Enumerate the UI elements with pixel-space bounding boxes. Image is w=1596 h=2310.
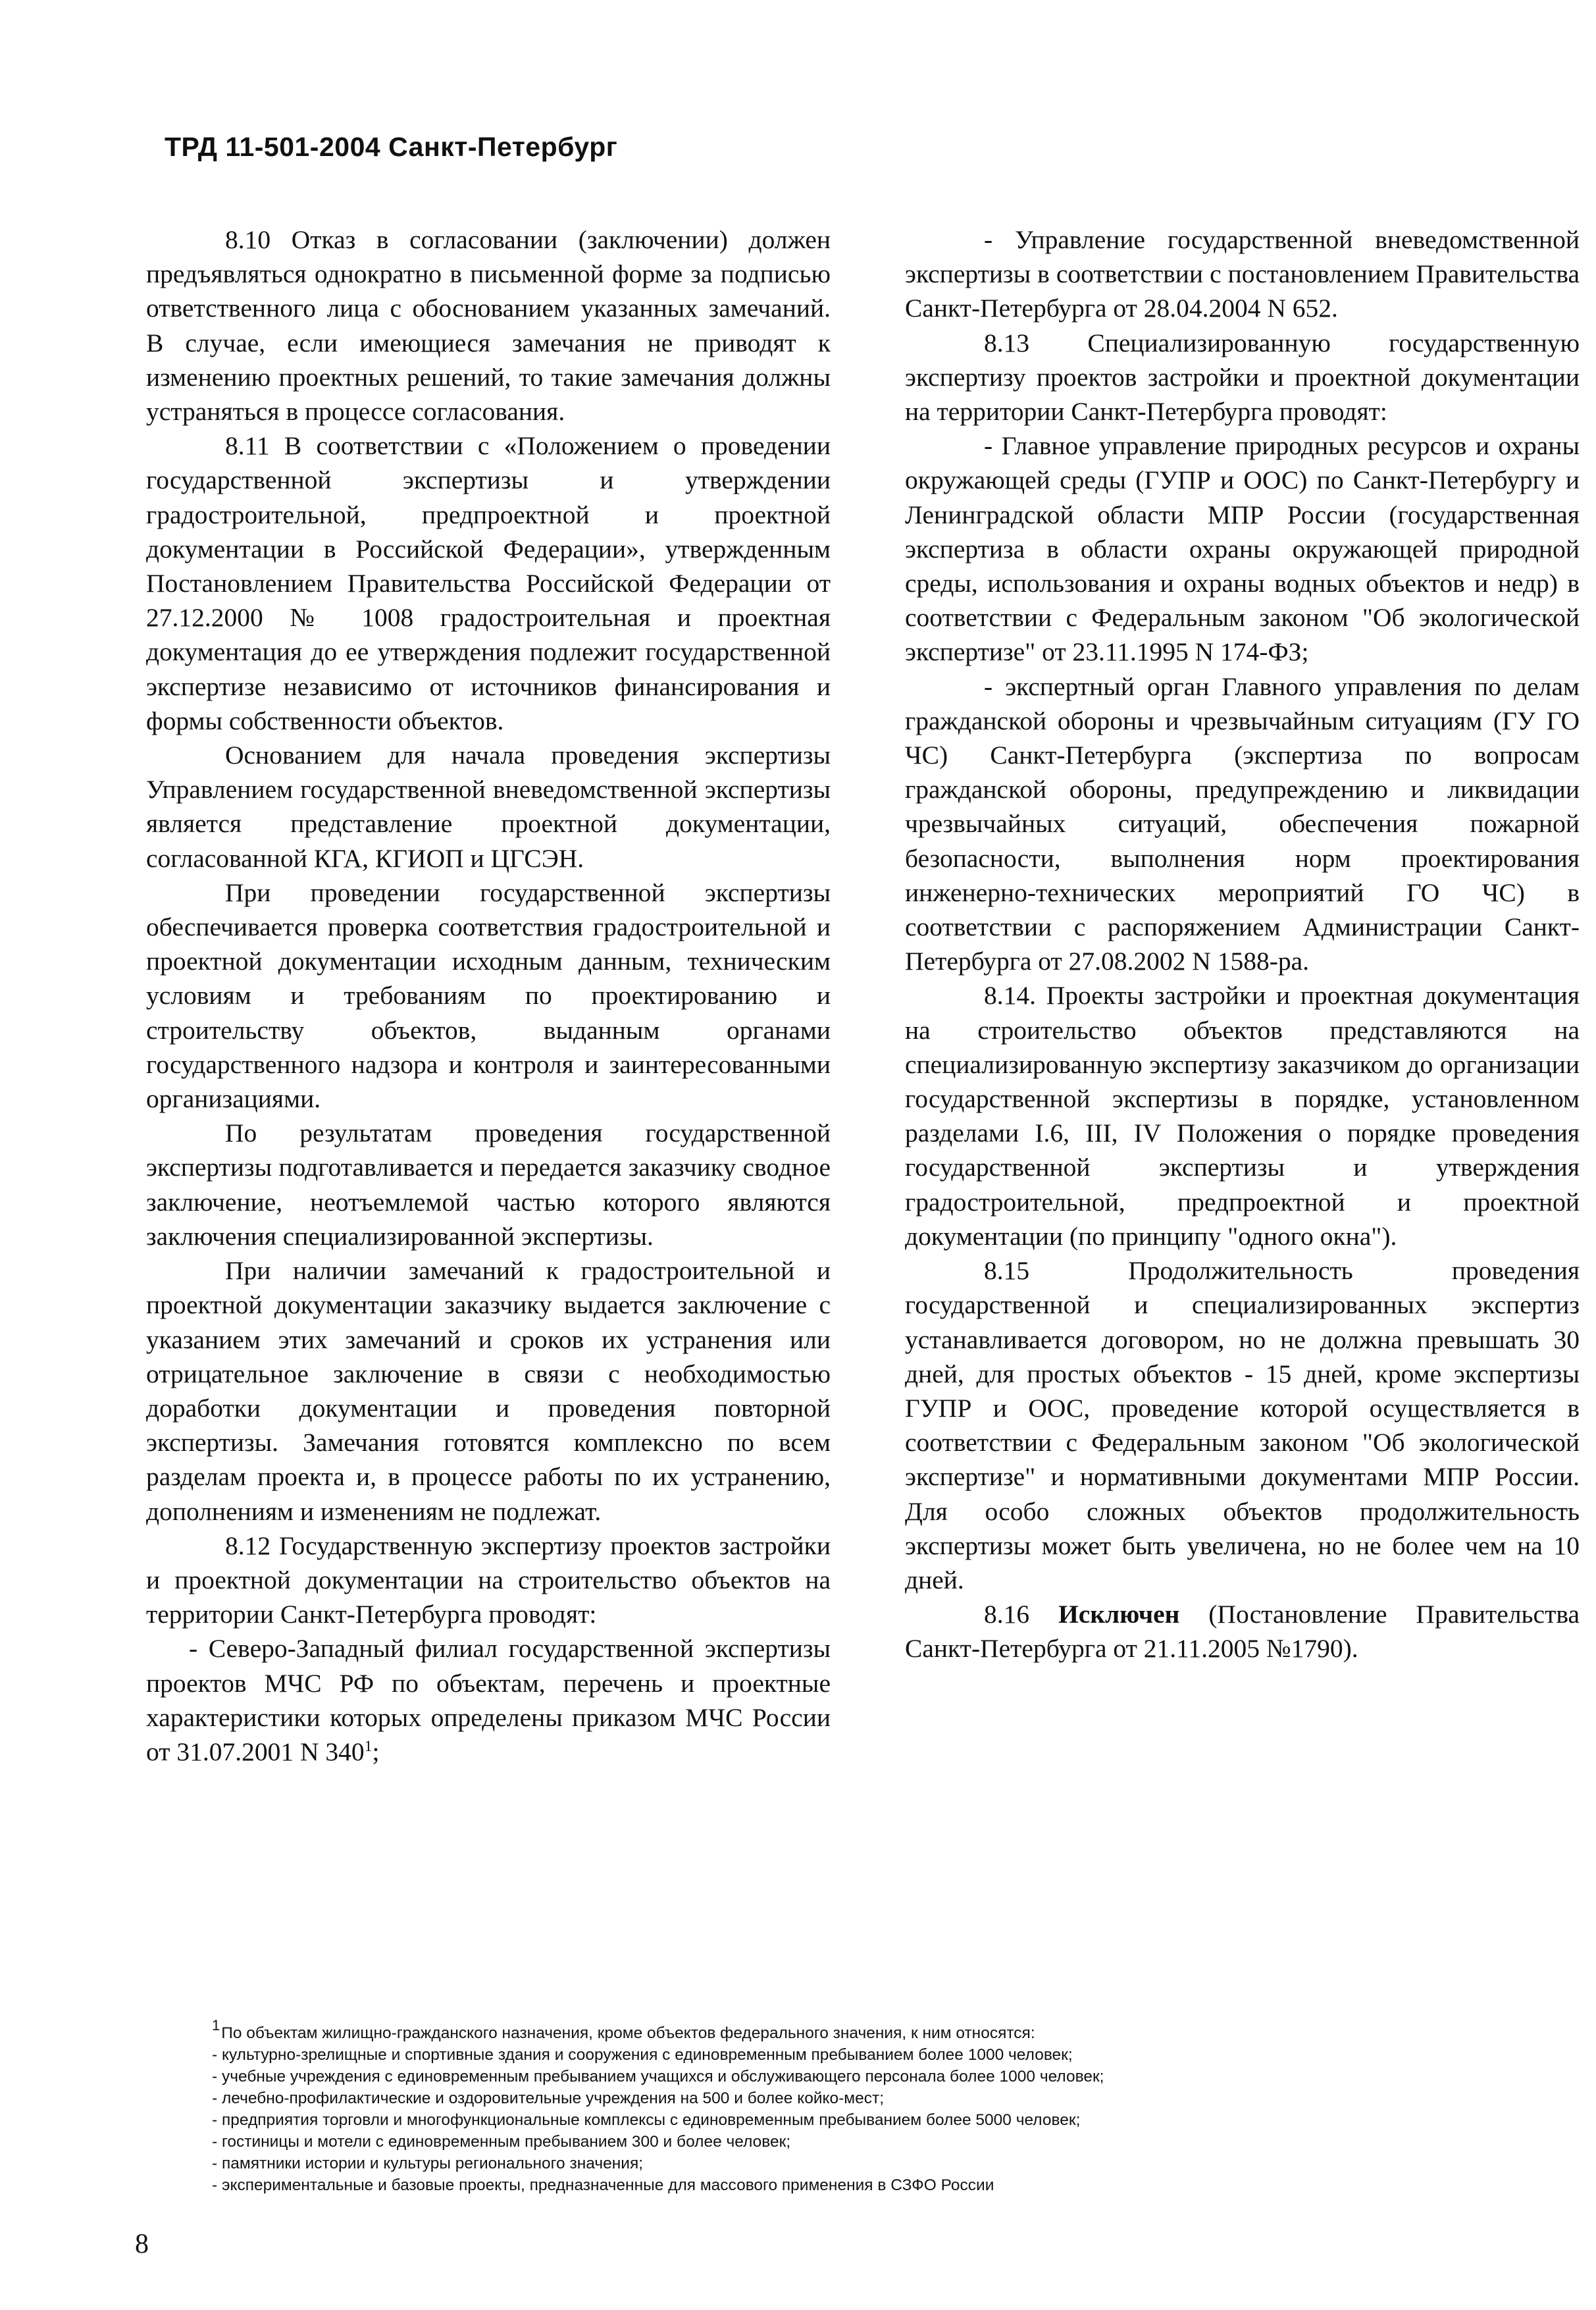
footnote-mark: 1 (212, 2017, 220, 2034)
footnote-intro (212, 2014, 1462, 2044)
excluded-label: Исключен (1058, 1600, 1180, 1629)
paragraph-gu-go-chs: - экспертный орган Главного управления по делам гражданской обороны и чрезвычайным ситуациям (ГУ ГО ЧС) Санкт-Петербурга (экспертиза по вопросам гражданской обороны, предупреждению и ликвидации чрезвычайных ситуаций, обеспечения пожарной безопасности, выполнения норм проектирования инженерно-технических мероприятий ГО ЧС) в соответствии с распоряжением Администрации Санкт-Петербурга от 27.08.2002 N 1588-ра. (905, 671, 1580, 976)
paragraph-8-14: 8.14. Проекты застройки и проектная документация на строительство объектов представляются на специализированную экспертизу заказчиком до организации государственной экспертизы в порядке, установленном разделами I.6, III, IV Положения о порядке проведения государственной экспертизы и утверждения градостроительной, предпроектной и проектной документации (по принципу "одного окна"). (905, 981, 1580, 1251)
paragraph-8-12: 8.12 Государственную экспертизу проектов застройки и проектной документации на строительство объектов на территории Санкт-Петербурга проводят: (146, 1531, 831, 1629)
footnote-item: - памятники истории и культуры регионального значения; (212, 2155, 644, 2172)
paragraph-results: По результатам проведения государственной экспертизы подготавливается и передается заказчику сводное заключение, неотъемлемой частью которого являются заключения специализированной экспертизы. (146, 1118, 831, 1251)
clause-number: 8.16 (984, 1600, 1058, 1629)
paragraph-basis: Основанием для начала проведения экспертизы Управлением государственной вневедомственной экспертизы является представление проектной документации, согласованной КГА, КГИОП и ЦГСЭН. (146, 741, 831, 873)
paragraph-8-11: 8.11 В соответствии с «Положением о проведении государственной экспертизы и утверждении градостроительной, предпроектной и проектной документации в Российской Федерации», утвержденным Постановлением Правительства Российской Федерации от 27.12.2000 № 1008 градостроительная и проектная документация до ее утверждения подлежит государственной экспертизе независимо от источников финансирования и формы собственности объектов. (146, 431, 831, 735)
mchs-text: - Северо-Западный филиал государственной экспертизы проектов МЧС РФ по объектам, перечень и проектные характеристики которых определены приказом МЧС России от 31.07.2001 N 340 (146, 1634, 831, 1766)
footnote-item: - гостиницы и мотели с единовременным пребыванием 300 и более человек; (212, 2133, 791, 2151)
footnote-item: - культурно-зрелищные и спортивные здания и сооружения с единовременным пребыванием более 1000 человек; (212, 2046, 1073, 2064)
footnote-item: - учебные учреждения с единовременным пребыванием учащихся и обслуживающего персонала более 1000 человек; (212, 2068, 1104, 2086)
mchs-tail: ; (372, 1737, 380, 1766)
footnote-item: - экспериментальные и базовые проекты, предназначенные для массового применения в СЗФО России (212, 2176, 994, 2194)
paragraph-8-13: 8.13 Специализированную государственную экспертизу проектов застройки и проектной документации на территории Санкт-Петербурга проводят: (905, 328, 1580, 427)
paragraph-8-15: 8.15 Продолжительность проведения государственной и специализированных экспертиз устанавливается договором, но не должна превышать 30 дней, для простых объектов - 15 дней, кроме экспертизы ГУПР и ООС, проведение которой осуществляется в соответствии с Федеральным законом "Об экологической экспертизе" и нормативными документами МПР России. Для особо сложных объектов продолжительность экспертизы может быть увеличена, но не более чем на 10 дней. (905, 1256, 1580, 1594)
footnote-item: - предприятия торговли и многофункциональные комплексы с единовременным пребыванием более 5000 человек; (212, 2111, 1081, 2129)
paragraph-mchs-branch (146, 1631, 831, 1769)
paragraph-8-16 (905, 1597, 1580, 1666)
paragraph-verification: При проведении государственной экспертизы обеспечивается проверка соответствия градостроительной и проектной документации исходным данным, техническим условиям и требованиям по проектированию и строительству объектов, выданным органами государственного надзора и контроля и заинтересованными организациями. (146, 878, 831, 1114)
left-column (146, 223, 831, 1769)
page-number: 8 (135, 2229, 149, 2259)
paragraph-8-10: 8.10 Отказ в согласовании (заключении) должен предъявляться однократно в письменной форме за подписью ответственного лица с обоснованием указанных замечаний. В случае, если имеющиеся замечания не приводят к изменению проектных решений, то такие замечания должны устраняться в процессе согласования. (146, 225, 831, 427)
footnotes (212, 2014, 1462, 2196)
right-column (905, 223, 1580, 1666)
page-header: ТРД 11-501-2004 Санкт-Петербург (165, 132, 618, 162)
footnote-ref[interactable]: 1 (364, 1737, 373, 1755)
footnote-intro-text: По объектам жилищно-гражданского назначения, кроме объектов федерального значения, к ним относятся: (221, 2024, 1035, 2042)
footnote-item: - лечебно-профилактические и оздоровительные учреждения на 500 и более койко-мест; (212, 2089, 885, 2107)
excluded-reference: (Постановление Правительства Санкт-Петербурга от 21.11.2005 №1790). (905, 1600, 1580, 1664)
paragraph-gupr: - Главное управление природных ресурсов и охраны окружающей среды (ГУПР и ООС) по Санкт-Петербургу и Ленинградской области МПР России (государственная экспертиза в области охраны окружающей природной среды, использования и охраны водных объектов и недр) в соответствии с Федеральным законом "Об экологической экспертизе" от 23.11.1995 N 174-ФЗ; (905, 431, 1580, 667)
paragraph-remarks: При наличии замечаний к градостроительной и проектной документации заказчику выдается заключение с указанием этих замечаний и сроков их устранения или отрицательное заключение в связи с необходимостью доработки документации и проведения повторной экспертизы. Замечания готовятся комплексно по всем разделам проекта и, в процессе работы по их устранению, дополнениям и изменениям не подлежат. (146, 1256, 831, 1526)
paragraph-state-expertise-office: - Управление государственной вневедомственной экспертизы в соответствии с постановлением Правительства Санкт-Петербурга от 28.04.2004 N 652. (905, 225, 1580, 323)
